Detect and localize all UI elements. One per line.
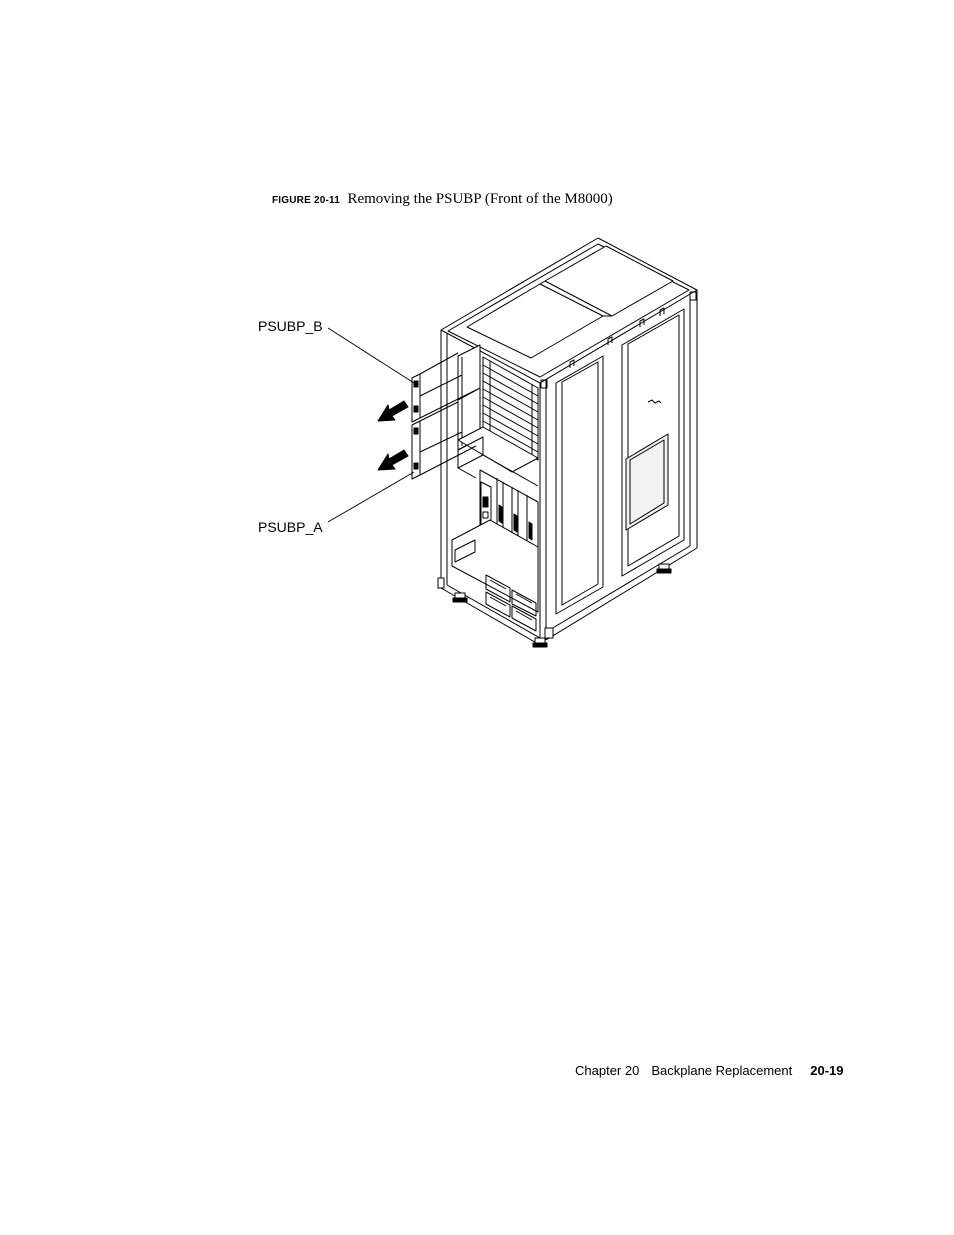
leader-line-psubp-a <box>328 472 414 522</box>
leader-line-psubp-b <box>328 328 414 383</box>
footer-chapter-title: Backplane Replacement <box>651 1063 793 1078</box>
footer-chapter: Chapter 20 <box>575 1063 640 1078</box>
callout-psubp-a: PSUBP_A <box>258 519 323 535</box>
page-footer <box>575 1063 844 1078</box>
footer-page-number: 20-19 <box>810 1063 844 1078</box>
removal-arrow-lower-icon <box>378 450 408 470</box>
figure-number: FIGURE 20-11 <box>272 195 340 206</box>
callout-psubp-b: PSUBP_B <box>258 318 323 334</box>
board-slots <box>452 470 538 631</box>
figure-title: Removing the PSUBP (Front of the M8000) <box>347 191 613 207</box>
removal-arrow-upper-icon <box>378 401 408 421</box>
